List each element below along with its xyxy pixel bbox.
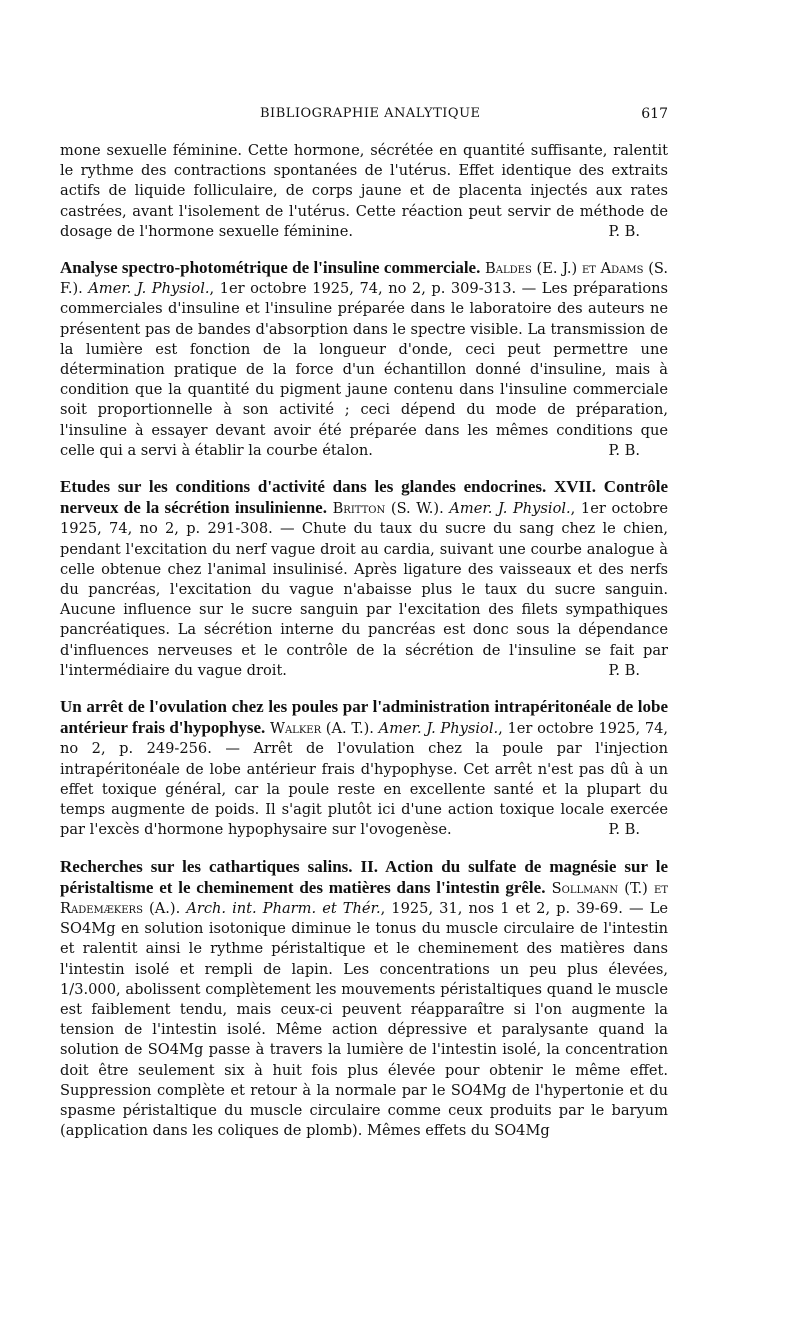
article-abstract: Les préparations commerciales d'insuline et l'insuline préparée dans le laboratoire des auteurs ne présentent pas de bandes d'absorption dans le spectre visible. La transmission de la lumière est fonction de la longueur d'onde, ceci peut permettre une détermination pratique de la force d'un échantillon donné d'insuline, mais à condition que la quantité du pigment jaune contenu dans l'insuline commerciale soit proportionnelle à son activité ; ceci dépend du mode de préparation, l'insuline à essayer devant avoir été préparée dans les mêmes conditions que celle qui a servi à établir la courbe étalon. [60, 280, 669, 459]
article-journal: Amer. J. Physiol. [378, 720, 499, 738]
article-authors: Walker (A. T.). [269, 720, 374, 738]
article-abstract: Chute du taux du sucre du sang chez le chien, pendant l'excitation du nerf vague droit au cardia, suivant une courbe analogue à celle obtenue chez l'animal insulinisé. Après ligature des vaisseaux et des nerfs du pancréas, l'excitation du vague n'abaisse plus le taux du sucre sanguin. Aucune influence sur le sucre sanguin par l'excitation des filets sympathiques pancréatiques. La sécrétion interne du pancréas est donc sous la dépendance d'influences nerveuses et le contrôle de la sécrétion de l'insuline se fait par l'intermédiaire du vague droit. [60, 520, 669, 679]
article-citation: , 1er octobre 1925, 74, no 2, p. 291-308. — [60, 500, 669, 538]
intro-text: mone sexuelle féminine. Cette hormone, sécrétée en quantité suffisante, ralentit le rythme des contractions spontanées de l'utérus. Effet identique des extraits actifs de liquide folliculaire, de corps jaune et de placenta injectés aux rates castrées, avant l'isolement de l'utérus. Cette réaction peut servir de méthode de dosage de l'hormone sexuelle féminine. [60, 142, 668, 240]
article-abstract: Le SO4Mg en solution isotonique diminue le tonus du muscle circulaire de l'intestin et ralentit ainsi le rythme péristaltique et le cheminement des matières dans l'intestin isolé et rempli de lapin. Les concentrations un peu plus élevées, 1/3.000, abolissent complètement les mouvements péristaltiques quand le muscle est faiblement tendu, mais ceux-ci peuvent réapparaître si l'on augmente la tension de l'intestin isolé. Même action dépressive et paralysante quand la solution de SO4Mg passe à travers la lumière de l'intestin isolé, la concentration doit être seulement six à huit fois plus élevée pour obtenir le même effet. Suppression complète et retour à la normale par le SO4Mg de l'hypertonie et du spasme péristaltique du muscle circulaire comme ceux produits par le baryum (application dans les coliques de plomb). Mêmes effets du SO4Mg [60, 899, 669, 1140]
article-journal: Amer. J. Physiol. [88, 280, 210, 298]
article-title: Etudes sur les conditions d'activité dans les glandes endocrines. XVII. Contrôle nerveux de la sécrétion insulinienne. [60, 477, 668, 518]
article-entry [60, 258, 668, 461]
article-entry [60, 857, 668, 1142]
article-title: Recherches sur les cathartiques salins. II. Action du sulfate de magnésie sur le péristaltisme et le cheminement des matières dans l'intestin grêle. [60, 856, 668, 897]
article-authors: Britton (S. W.). [332, 500, 444, 518]
article-entry [60, 697, 668, 840]
article-journal: Amer. J. Physiol. [449, 500, 571, 518]
page-number: 617 [641, 106, 668, 122]
article-journal: Arch. int. Pharm. et Thér. [186, 899, 381, 917]
page-body [60, 141, 668, 1141]
article-citation: , 1925, 31, nos 1 et 2, p. 39-69. — [380, 899, 644, 917]
article-citation: , 1er octobre 1925, 74, no 2, p. 249-256. — [60, 720, 669, 758]
article-signature: P. B. [608, 441, 640, 459]
article-title: Analyse spectro-photométrique de l'insuline commerciale. [60, 258, 481, 278]
article-authors: Baldes (E. J.) et Adams (S. F.). [60, 260, 668, 298]
article-authors: Sollmann (T.) et Rademækers (A.). [60, 879, 668, 917]
article-title: Un arrêt de l'ovulation chez les poules par l'administration intrapéritonéale de lobe antérieur frais d'hypophyse. [60, 697, 668, 738]
running-head-title: BIBLIOGRAPHIE ANALYTIQUE [260, 106, 481, 121]
intro-paragraph [60, 141, 668, 242]
article-signature: P. B. [608, 661, 640, 679]
article-signature: P. B. [608, 821, 640, 839]
article-citation: , 1er octobre 1925, 74, no 2, p. 309-313. — [209, 280, 537, 298]
article-entry [60, 477, 668, 681]
running-head [60, 106, 668, 126]
intro-signature: P. B. [608, 222, 640, 240]
article-abstract: Arrêt de l'ovulation chez la poule par l'injection intrapéritonéale de lobe antérieur frais d'hypophyse. Cet arrêt n'est pas dû à un effet toxique général, car la poule reste en excellente santé et la plupart du temps augmente de poids. Il s'agit plutôt ici d'une action toxique locale exercée par l'excès d'hormone hypophysaire sur l'ovogenèse. [60, 740, 668, 839]
